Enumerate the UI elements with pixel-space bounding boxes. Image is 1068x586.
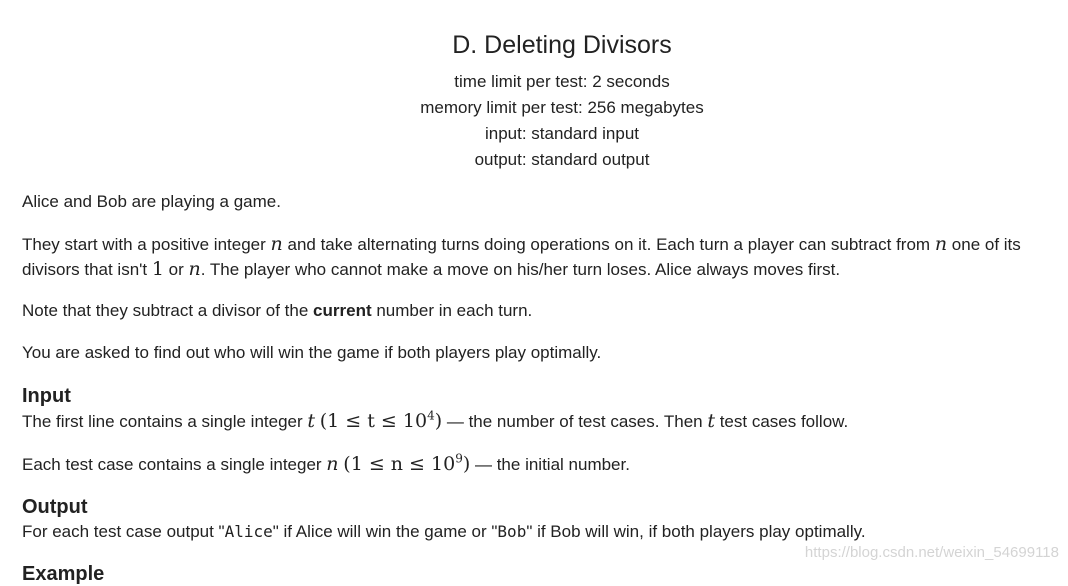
rules-text-b: and take alternating turns doing operations on it. Each turn a player can subtract from bbox=[282, 235, 935, 254]
math-n: n bbox=[326, 453, 339, 475]
bob-literal: Bob bbox=[497, 522, 527, 541]
rules-text-c: one of its divisors that isn't bbox=[22, 235, 1021, 279]
output-line bbox=[22, 520, 1062, 544]
n-bound-exponent: 9 bbox=[455, 451, 463, 466]
math-n: n bbox=[188, 258, 201, 280]
n-bound-close: ) bbox=[462, 453, 471, 475]
rules-text-d: . The player who cannot make a move on his/her turn loses. Alice always moves first. bbox=[200, 260, 841, 279]
math-n-bound bbox=[343, 453, 470, 475]
watermark: https://blog.csdn.net/weixin_54699118 bbox=[804, 544, 1059, 561]
task-text: You are asked to find out who will win the game if both players play optimally. bbox=[22, 343, 602, 362]
problem-statement bbox=[22, 190, 1062, 544]
math-t: t bbox=[707, 410, 715, 432]
output-text-b: " if Alice will win the game or " bbox=[272, 522, 498, 541]
n-bound-text: (1 ≤ n ≤ 10 bbox=[343, 453, 456, 475]
memory-limit: memory limit per test: 256 megabytes bbox=[420, 98, 704, 117]
intro-text: Alice and Bob are playing a game. bbox=[22, 192, 281, 211]
output-text-c: " if Bob will win, if both players play optimally. bbox=[526, 522, 866, 541]
output-text-a: For each test case output " bbox=[22, 522, 225, 541]
note-text-b: number in each turn. bbox=[371, 301, 533, 320]
t-bound-close: ) bbox=[434, 410, 443, 432]
input-line-2 bbox=[22, 452, 1062, 477]
input-text-c: test cases follow. bbox=[714, 412, 849, 431]
note-bold: current bbox=[313, 301, 372, 320]
note-text-a: Note that they subtract a divisor of the bbox=[22, 301, 314, 320]
math-one: 1 bbox=[151, 258, 164, 280]
input-text-b: — the number of test cases. Then bbox=[442, 412, 708, 431]
intro-paragraph bbox=[22, 190, 1062, 214]
note-paragraph bbox=[22, 299, 1062, 323]
example-heading: Example bbox=[22, 563, 105, 585]
input2-text-a: Each test case contains a single integer bbox=[22, 455, 327, 474]
math-n: n bbox=[934, 233, 948, 255]
rules-text-or: or bbox=[163, 260, 189, 279]
problem-title: D. Deleting Divisors bbox=[452, 31, 672, 59]
rules-paragraph bbox=[22, 232, 1062, 282]
input2-text-b: — the initial number. bbox=[470, 455, 630, 474]
alice-literal: Alice bbox=[224, 522, 273, 541]
input-heading: Input bbox=[22, 385, 71, 407]
math-n: n bbox=[270, 233, 283, 255]
output-file: output: standard output bbox=[474, 150, 650, 169]
input-text-a: The first line contains a single integer bbox=[22, 412, 308, 431]
task-paragraph bbox=[22, 341, 1062, 365]
input-line-1 bbox=[22, 409, 1062, 434]
math-t: t bbox=[307, 410, 316, 432]
t-bound-exponent: 4 bbox=[427, 408, 435, 423]
rules-text-a: They start with a positive integer bbox=[22, 235, 271, 254]
t-bound-text: (1 ≤ t ≤ 10 bbox=[319, 410, 428, 432]
time-limit: time limit per test: 2 seconds bbox=[454, 72, 670, 91]
problem-header bbox=[0, 28, 1068, 173]
output-heading: Output bbox=[22, 496, 88, 518]
input-file: input: standard input bbox=[484, 124, 640, 143]
math-t-bound bbox=[320, 410, 442, 432]
